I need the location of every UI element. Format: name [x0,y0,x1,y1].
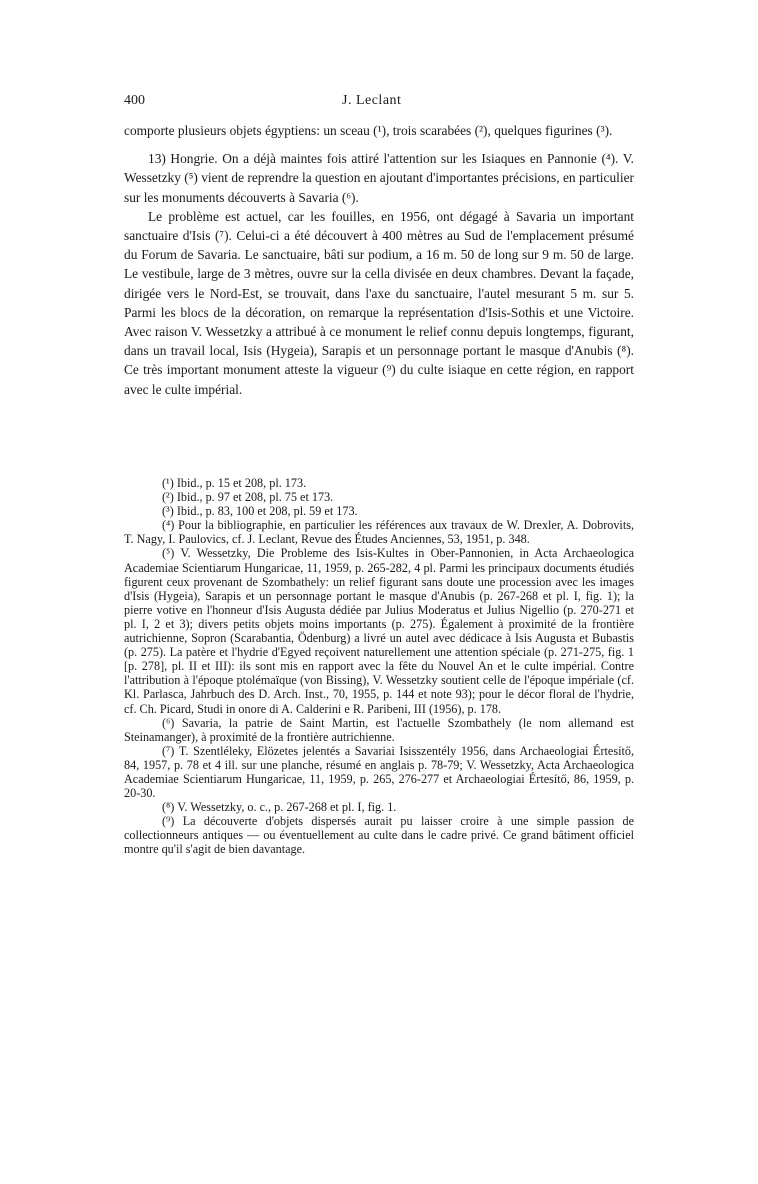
paragraph-continuation: comporte plusieurs objets égyptiens: un sceau (¹), trois scarabées (²), quelques figurines (³). [124,123,613,138]
footnote-2: (²) Ibid., p. 97 et 208, pl. 75 et 173. [162,490,334,505]
running-author: J. Leclant [342,93,402,108]
footnote-4: (⁴) Pour la bibliographie, en particulier les références aux travaux de W. Drexler, A. Dobrovits, T. Nagy, I. Paulovics, cf. J. Leclant, Revue des Études Anciennes, 53, 1951, p. 348. [124,518,634,547]
main-text [124,121,634,399]
paragraph-savaria: Le problème est actuel, car les fouilles, en 1956, ont dégagé à Savaria un important sanctuaire d'Isis (⁷). Celui-ci a été découvert à 400 mètres au Sud de l'emplacement présumé du Forum de Savaria. Le sanctuaire, bâti sur podium, a 16 m. 50 de long sur 9 m. 50 de large. Le vestibule, large de 3 mètres, ouvre sur la cella divisée en deux chambres. Devant la façade, dirigée vers le Nord-Est, se trouvait, dans l'axe du sanctuaire, l'autel mesurant 5 m. sur 5. Parmi les blocs de la décoration, on remarque la représentation d'Isis-Sothis et une Victoire. Avec raison V. Wessetzky a attribué à ce monument le relief connu depuis longtemps, figurant, dans un travail local, Isis (Hygeia), Sarapis et un personnage portant le masque d'Anubis (⁸). Ce très important monument atteste la vigueur (⁹) du culte isiaque en cette région, en rapport avec le culte impérial. [124,208,634,397]
running-header [124,93,634,113]
footnote-5: (⁵) V. Wessetzky, Die Probleme des Isis-Kultes in Ober-Pannonien, in Acta Archaeologica Academiae Scientiarum Hungaricae, 11, 1959, p. 265-282, 4 pl. Parmi les principaux documents étudiés figurent ceux provenant de Szombathely: un relief figurant sans doute une procession avec les images d'Isis (Hygeia), Sarapis et un personnage portant le masque d'Anubis (p. 267-268 et pl. I, fig. 1); la pierre votive en l'honneur d'Isis Augusta dédiée par Julius Moderatus et Julius Nigellio (p. 270-271 et pl. I, 2 et 3); divers petits objets moins importants (p. 275). Également à proximité de la frontière autrichienne, Sopron (Scarabantia, Ödenburg) a livré un autel avec dédicace à Isis Augusta et Bubastis (p. 275). La patère et l'hydrie d'Egyed reçoivent naturellement une attention spéciale (p. 271-275, fig. 1 [p. 278], pl. II et III): ils sont mis en rapport avec la fête du Nouvel An et le culte impérial. Contre l'attribution à l'époque ptolémaïque (von Bissing), V. Wessetzky soutient celle de l'époque impériale (cf. Kl. Parlasca, Jahrbuch des D. Arch. Inst., 70, 1955, p. 144 et note 93); pour le décor floral de l'hydrie, cf. Ch. Picard, Studi in onore di A. Calderini e R. Paribeni, III (1956), p. 178. [124,546,634,716]
footnotes [124,476,634,857]
page-number: 400 [124,93,145,108]
paragraph-hongrie: 13) Hongrie. On a déjà maintes fois attiré l'attention sur les Isiaques en Pannonie (⁴). V. Wessetzky (⁵) vient de reprendre la question en ajoutant d'importantes précisions, en particulier sur les monuments découverts à Savaria (⁶). [124,151,634,205]
footnote-7: (⁷) T. Szentléleky, Elözetes jelentés a Savariai Isisszentély 1956, dans Archaeologiai Értesítő, 84, 1957, p. 78 et 4 ill. sur une planche, résumé en anglais p. 78-79; V. Wessetzky, Acta Archaeologica Academiae Scientiarum Hungaricae, 11, 1959, p. 265, 276-277 et Archaeologiai Értesítő, 86, 1959, p. 20-30. [124,743,634,801]
footnote-3: (³) Ibid., p. 83, 100 et 208, pl. 59 et 173. [162,504,358,519]
footnote-9: (⁹) La découverte d'objets dispersés aurait pu laisser croire à une simple passion de collectionneurs antiques — ou éventuellement au culte dans le cadre privé. Ce grand bâtiment officiel montre qu'il s'agit de bien davantage. [124,814,634,857]
footnote-8: (⁸) V. Wessetzky, o. c., p. 267-268 et pl. I, fig. 1. [162,800,397,815]
footnote-6: (⁶) Savaria, la patrie de Saint Martin, est l'actuelle Szombathely (le nom allemand est Steinamanger), à proximité de la frontière autrichienne. [124,715,634,744]
footnote-1: (¹) Ibid., p. 15 et 208, pl. 173. [162,476,307,490]
